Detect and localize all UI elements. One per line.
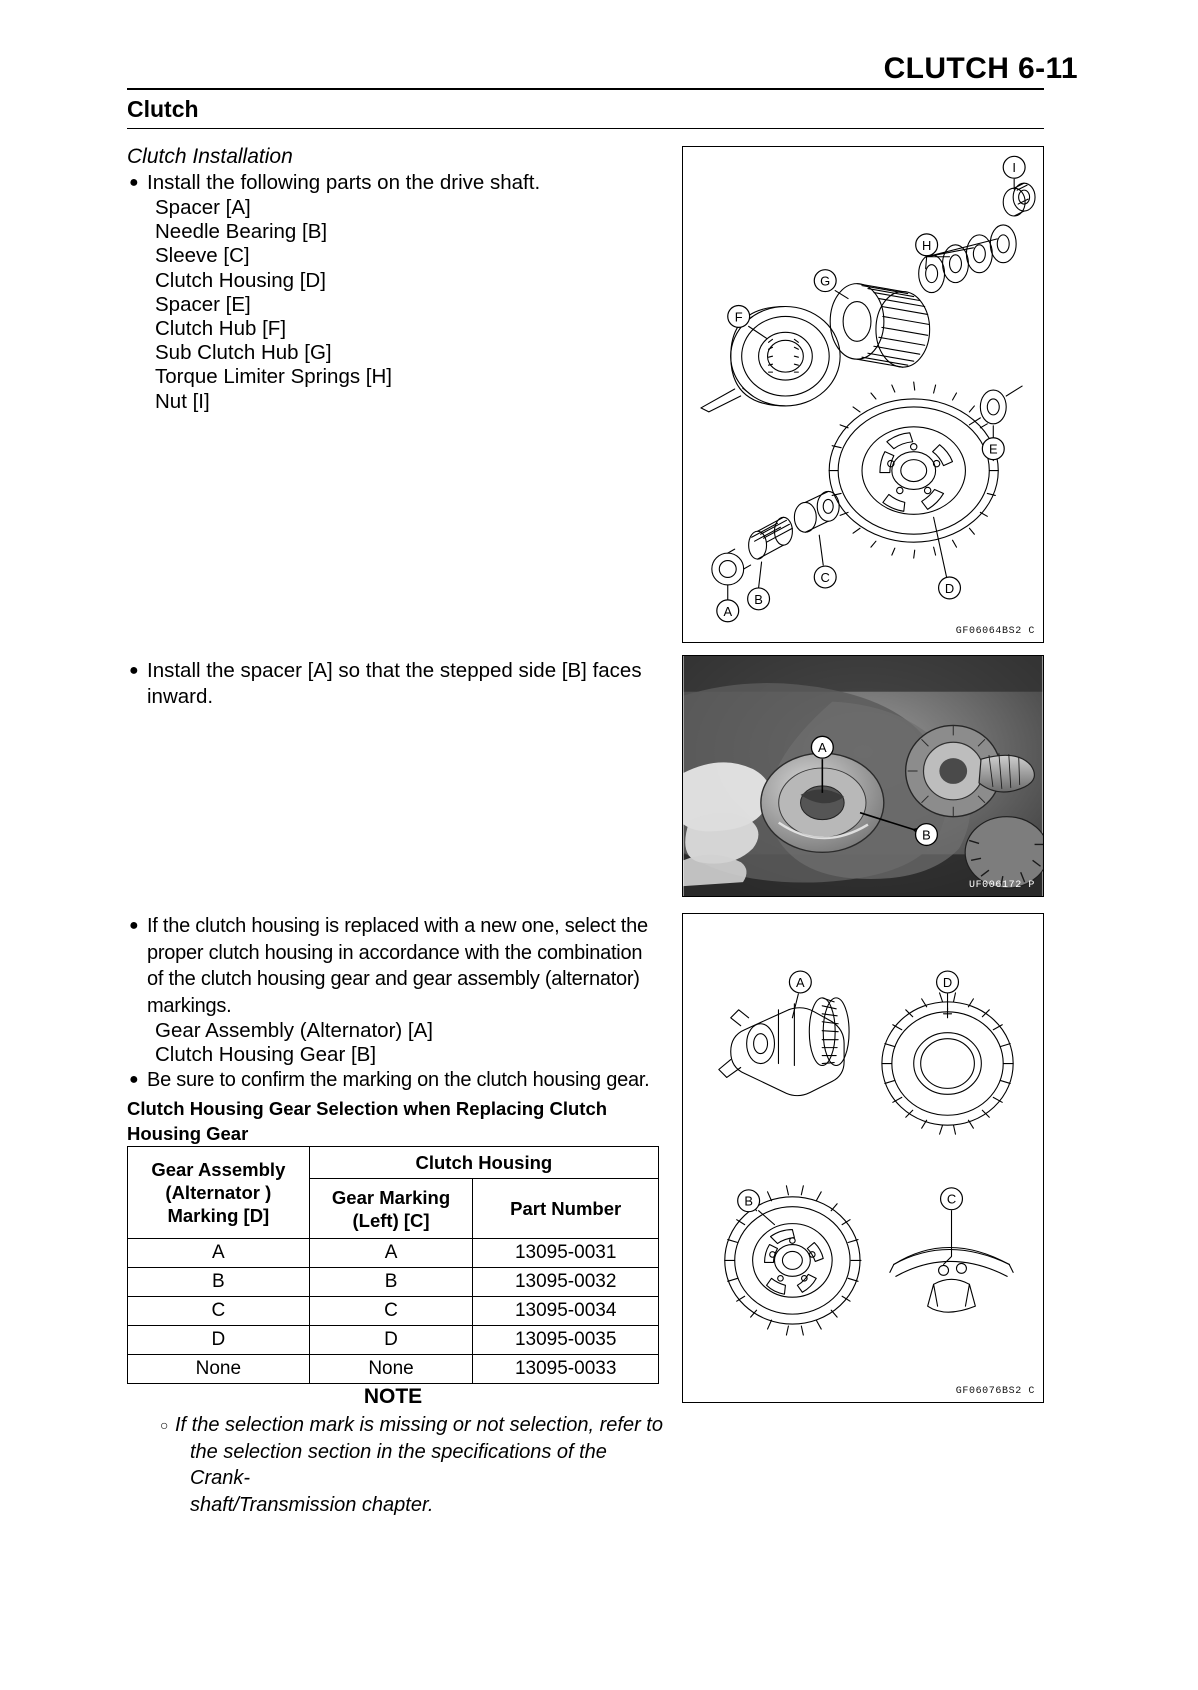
- bullet-dot-icon: ●: [129, 917, 139, 934]
- cell-gear-marking: D: [309, 1326, 473, 1355]
- bullet-install-parts: [127, 170, 672, 196]
- bullet-dot-icon: ●: [129, 662, 139, 679]
- bullet-housing-replace-text: If the clutch housing is replaced with a new one, select the: [147, 915, 648, 937]
- table-row: [128, 1268, 659, 1297]
- th-ga-line2: (Alternator ): [165, 1182, 272, 1203]
- cell-assembly-marking: C: [128, 1297, 310, 1326]
- callout-g: G: [820, 273, 831, 289]
- table-header-row-1: [128, 1147, 659, 1179]
- callout-c: C: [946, 1191, 957, 1207]
- part-item: Spacer [E]: [155, 292, 251, 316]
- cell-assembly-marking: D: [128, 1326, 310, 1355]
- cell-gear-marking: C: [309, 1297, 473, 1326]
- callout-d: D: [942, 974, 953, 990]
- cell-assembly-marking: None: [128, 1355, 310, 1384]
- cell-gear-marking: B: [309, 1268, 473, 1297]
- note-line2: the selection section in the specifications of the Crank-: [190, 1440, 607, 1489]
- th-gear-marking-left: [309, 1179, 473, 1239]
- bullet-install-parts-text: Install the following parts on the drive shaft.: [147, 171, 541, 194]
- callout-a: A: [723, 603, 733, 619]
- cell-part-number: 13095-0035: [473, 1326, 659, 1355]
- part-item: Torque Limiter Springs [H]: [155, 365, 392, 389]
- table-caption-line1: Clutch Housing Gear Selection when Replacing Clutch: [127, 1098, 608, 1119]
- cell-part-number: 13095-0032: [473, 1268, 659, 1297]
- section-title: Clutch: [127, 96, 199, 122]
- bullet-dot-icon: ●: [129, 1071, 139, 1089]
- part-item: Spacer [A]: [155, 196, 251, 219]
- callout-b: B: [922, 827, 931, 843]
- bullet-install-spacer: [127, 658, 672, 684]
- callout-h: H: [921, 237, 932, 253]
- figure-code: UF006172 P: [968, 880, 1035, 891]
- th-gear-assembly-marking: [128, 1147, 310, 1239]
- table-caption: [127, 1096, 647, 1146]
- callout-b: B: [744, 1193, 753, 1209]
- spacer-install-block: [127, 658, 672, 710]
- table-caption-line2: Housing Gear: [127, 1123, 249, 1144]
- section-rule: [127, 128, 1044, 129]
- bullet-install-spacer-cont: inward.: [147, 685, 214, 708]
- cell-gear-marking: A: [309, 1239, 473, 1268]
- note-line3: shaft/Transmission chapter.: [190, 1493, 434, 1516]
- th-clutch-housing-group: Clutch Housing: [309, 1147, 658, 1179]
- open-circle-bullet-icon: ○: [160, 1417, 169, 1433]
- figure-gear-markings: [682, 913, 1044, 1403]
- cell-gear-marking: None: [309, 1355, 473, 1384]
- header-rule: [127, 88, 1044, 90]
- cell-part-number: 13095-0031: [473, 1239, 659, 1268]
- callout-b: B: [754, 591, 763, 607]
- bullet-confirm-marking: [127, 1067, 672, 1094]
- th-gm-line1: Gear Marking: [331, 1186, 451, 1208]
- housing-selection-block: [127, 913, 672, 1094]
- callout-f: F: [734, 309, 743, 325]
- part-item: Sub Clutch Hub [G]: [155, 341, 332, 365]
- part-item: Nut [I]: [155, 389, 210, 413]
- marking-item: Gear Assembly (Alternator) [A]: [155, 1019, 433, 1042]
- callout-a: A: [818, 740, 827, 756]
- bullet-housing-replace: [127, 913, 672, 940]
- figure-code: GF06064BS2 C: [955, 626, 1035, 637]
- bullet-housing-replace-line4: markings.: [147, 994, 232, 1017]
- th-ga-line1: Gear Assembly: [151, 1159, 286, 1180]
- note-line1: If the selection mark is missing or not selection, refer to: [175, 1414, 663, 1436]
- page-header-title: CLUTCH 6-11: [883, 52, 1078, 85]
- table-row: [128, 1239, 659, 1268]
- th-part-number: Part Number: [473, 1179, 659, 1239]
- bullet-install-spacer-text: Install the spacer [A] so that the stepped side [B] faces: [147, 659, 642, 682]
- part-item: Clutch Housing [D]: [155, 268, 326, 292]
- bullet-confirm-marking-text: Be sure to confirm the marking on the clutch housing gear.: [147, 1069, 650, 1092]
- note-body: [160, 1412, 670, 1518]
- th-ga-line3: Marking [D]: [167, 1205, 270, 1226]
- part-item: Needle Bearing [B]: [155, 220, 328, 244]
- cell-assembly-marking: B: [128, 1268, 310, 1297]
- cell-part-number: 13095-0033: [473, 1355, 659, 1384]
- figure-code: GF06076BS2 C: [955, 1386, 1035, 1397]
- callout-a: A: [796, 974, 805, 990]
- callout-i: I: [1012, 160, 1016, 176]
- bullet-housing-replace-line3: of the clutch housing gear and gear assembly (alternator): [147, 968, 640, 990]
- figure-exploded-clutch-assembly: [682, 146, 1044, 643]
- clutch-installation-block: [127, 143, 672, 414]
- bullet-dot-icon: ●: [129, 174, 139, 191]
- note-line1-wrap: [160, 1412, 670, 1439]
- callout-c: C: [820, 569, 830, 585]
- cell-part-number: 13095-0034: [473, 1297, 659, 1326]
- table-row: [128, 1297, 659, 1326]
- part-item: Clutch Hub [F]: [155, 317, 287, 341]
- table-row: [128, 1355, 659, 1384]
- part-item: Sleeve [C]: [155, 244, 250, 268]
- marking-item: Clutch Housing Gear [B]: [155, 1043, 377, 1067]
- clutch-housing-selection-table: [127, 1146, 659, 1384]
- note-title: NOTE: [363, 1385, 423, 1408]
- callout-d: D: [944, 580, 955, 596]
- figure-spacer-installation-photo: [682, 655, 1044, 897]
- callout-e: E: [988, 441, 998, 457]
- th-gm-line2: (Left) [C]: [352, 1209, 430, 1231]
- cell-assembly-marking: A: [128, 1239, 310, 1268]
- bullet-housing-replace-line2: proper clutch housing in accordance with the combination: [147, 941, 643, 964]
- subhead-clutch-installation: Clutch Installation: [127, 145, 293, 168]
- table-row: [128, 1326, 659, 1355]
